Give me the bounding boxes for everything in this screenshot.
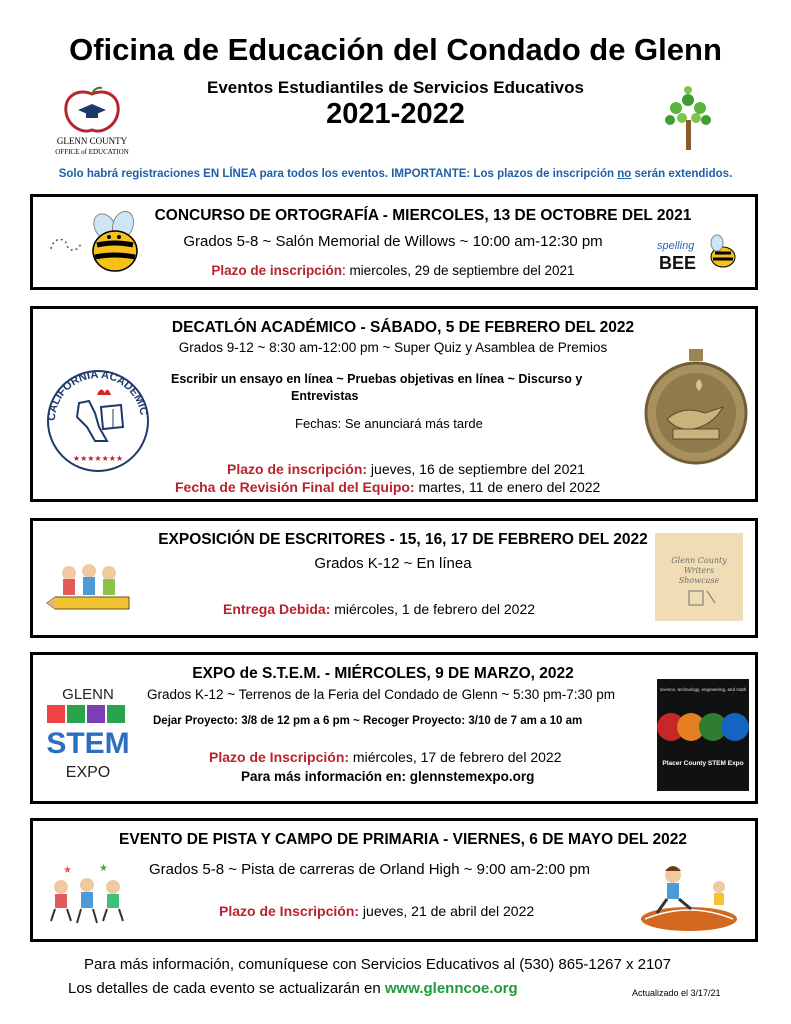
event-academic-decathlon [30, 306, 758, 502]
event-deadline: Plazo de inscripción: miercoles, 29 de septiembre del 2021 [211, 263, 575, 278]
bee-icon [47, 207, 147, 277]
tree-icon [660, 86, 716, 156]
event-dates: Fechas: Se anunciará más tarde [295, 416, 483, 431]
event-deadline: Plazo de inscripción: jueves, 16 de septiembre del 2021 [227, 461, 585, 477]
kids-pencil-icon [45, 557, 135, 617]
svg-text:science, technology, engineeri: science, technology, engineering, and math [659, 687, 747, 692]
glenn-county-logo [42, 86, 142, 156]
svg-text:★★★★★★★: ★★★★★★★ [72, 454, 124, 463]
event-activities-cont: Entrevistas [291, 389, 359, 403]
runner-icon [639, 861, 739, 933]
website-link[interactable]: www.glenncoe.org [384, 980, 518, 997]
page-title: Oficina de Educación del Condado de Glenn [69, 32, 722, 67]
svg-text:spelling: spelling [657, 240, 695, 252]
svg-text:Placer County STEM Expo: Placer County STEM Expo [662, 760, 744, 767]
event-track-field [30, 818, 758, 942]
svg-text:★: ★ [63, 865, 72, 876]
svg-text:STEM: STEM [46, 727, 130, 760]
event-activities: Escribir un ensayo en línea ~ Pruebas objetivas en línea ~ Discurso y [171, 372, 583, 386]
event-details: Grados 5-8 ~ Pista de carreras de Orland High ~ 9:00 am-2:00 pm [149, 861, 591, 878]
page-subtitle: Eventos Estudiantiles de Servicios Educativos [207, 78, 584, 97]
footer-contact: Para más información, comuníquese con Servicios Educativos al (530) 865-1267 x 2107 [84, 956, 671, 973]
event-title: EVENTO DE PISTA Y CAMPO DE PRIMARIA - VIERNES, 6 DE MAYO DEL 2022 [119, 831, 687, 848]
lamp-medal-icon [643, 349, 749, 465]
event-spelling-bee [30, 194, 758, 290]
stem-more-info: Para más información en: glennstemexpo.org [241, 769, 535, 784]
svg-text:★: ★ [99, 863, 108, 874]
svg-text:GLENN: GLENN [62, 686, 114, 703]
event-deadline: Plazo de Inscripción: jueves, 21 de abril del 2022 [219, 903, 535, 919]
svg-text:CALIFORNIA ACADEMIC DECATHLON: CALIFORNIA ACADEMIC [45, 368, 150, 422]
event-details: Grados K-12 ~ En línea [314, 555, 472, 572]
event-title: EXPOSICIÓN DE ESCRITORES - 15, 16, 17 DE FEBRERO DEL 2022 [158, 531, 648, 548]
school-year: 2021-2022 [326, 98, 465, 130]
svg-text:Writers: Writers [683, 566, 715, 575]
event-deadline: Plazo de Inscripción: miércoles, 17 de febrero del 2022 [209, 749, 562, 765]
registration-notice: Solo habrá registraciones EN LÍNEA para todos los eventos. IMPORTANTE: Los plazos de inscripción no serán extendidos. [58, 168, 733, 180]
placer-stem-expo-logo [657, 679, 749, 791]
logo-text-1: GLENN COUNTY [56, 136, 128, 146]
spelling-bee-logo [655, 231, 739, 275]
event-dropoff-pickup: Dejar Proyecto: 3/8 de 12 pm a 6 pm ~ Recoger Proyecto: 3/10 de 7 am a 10 am [153, 715, 583, 727]
writers-showcase-logo [655, 533, 743, 621]
event-title: DECATLÓN ACADÉMICO - SÁBADO, 5 DE FEBRERO DEL 2022 [171, 319, 635, 336]
event-details: Grados 9-12 ~ 8:30 am-12:00 pm ~ Super Quiz y Asamblea de Premios [178, 340, 608, 355]
decathlon-logo [41, 357, 151, 475]
svg-text:Showcase: Showcase [678, 576, 720, 585]
svg-text:BEE: BEE [659, 253, 697, 273]
event-title: EXPO de S.T.E.M. - MIÉRCOLES, 9 DE MARZO, 2022 [192, 665, 574, 682]
event-details: Grados K-12 ~ Terrenos de la Feria del Condado de Glenn ~ 5:30 pm-7:30 pm [147, 687, 616, 702]
glenn-stem-expo-logo [43, 683, 133, 783]
event-details: Grados 5-8 ~ Salón Memorial de Willows ~ 10:00 am-12:30 pm [183, 233, 603, 250]
event-writers-showcase [30, 518, 758, 638]
running-kids-icon [43, 863, 133, 927]
event-title: CONCURSO DE ORTOGRAFÍA - MIERCOLES, 13 DE OCTOBRE DEL 2021 [154, 207, 692, 224]
logo-text-2: OFFICE of EDUCATION [55, 148, 129, 156]
event-deadline: Entrega Debida: miércoles, 1 de febrero del 2022 [223, 601, 536, 617]
event-stem-expo [30, 652, 758, 804]
svg-text:Glenn County: Glenn County [671, 556, 727, 565]
svg-text:EXPO: EXPO [65, 764, 111, 781]
footer-update-note: Los detalles de cada evento se actualizarán en www.glenncoe.org [68, 980, 518, 997]
event-review-date: Fecha de Revisión Final del Equipo: martes, 11 de enero del 2022 [175, 479, 601, 495]
updated-date: Actualizado el 3/17/21 [632, 988, 721, 998]
